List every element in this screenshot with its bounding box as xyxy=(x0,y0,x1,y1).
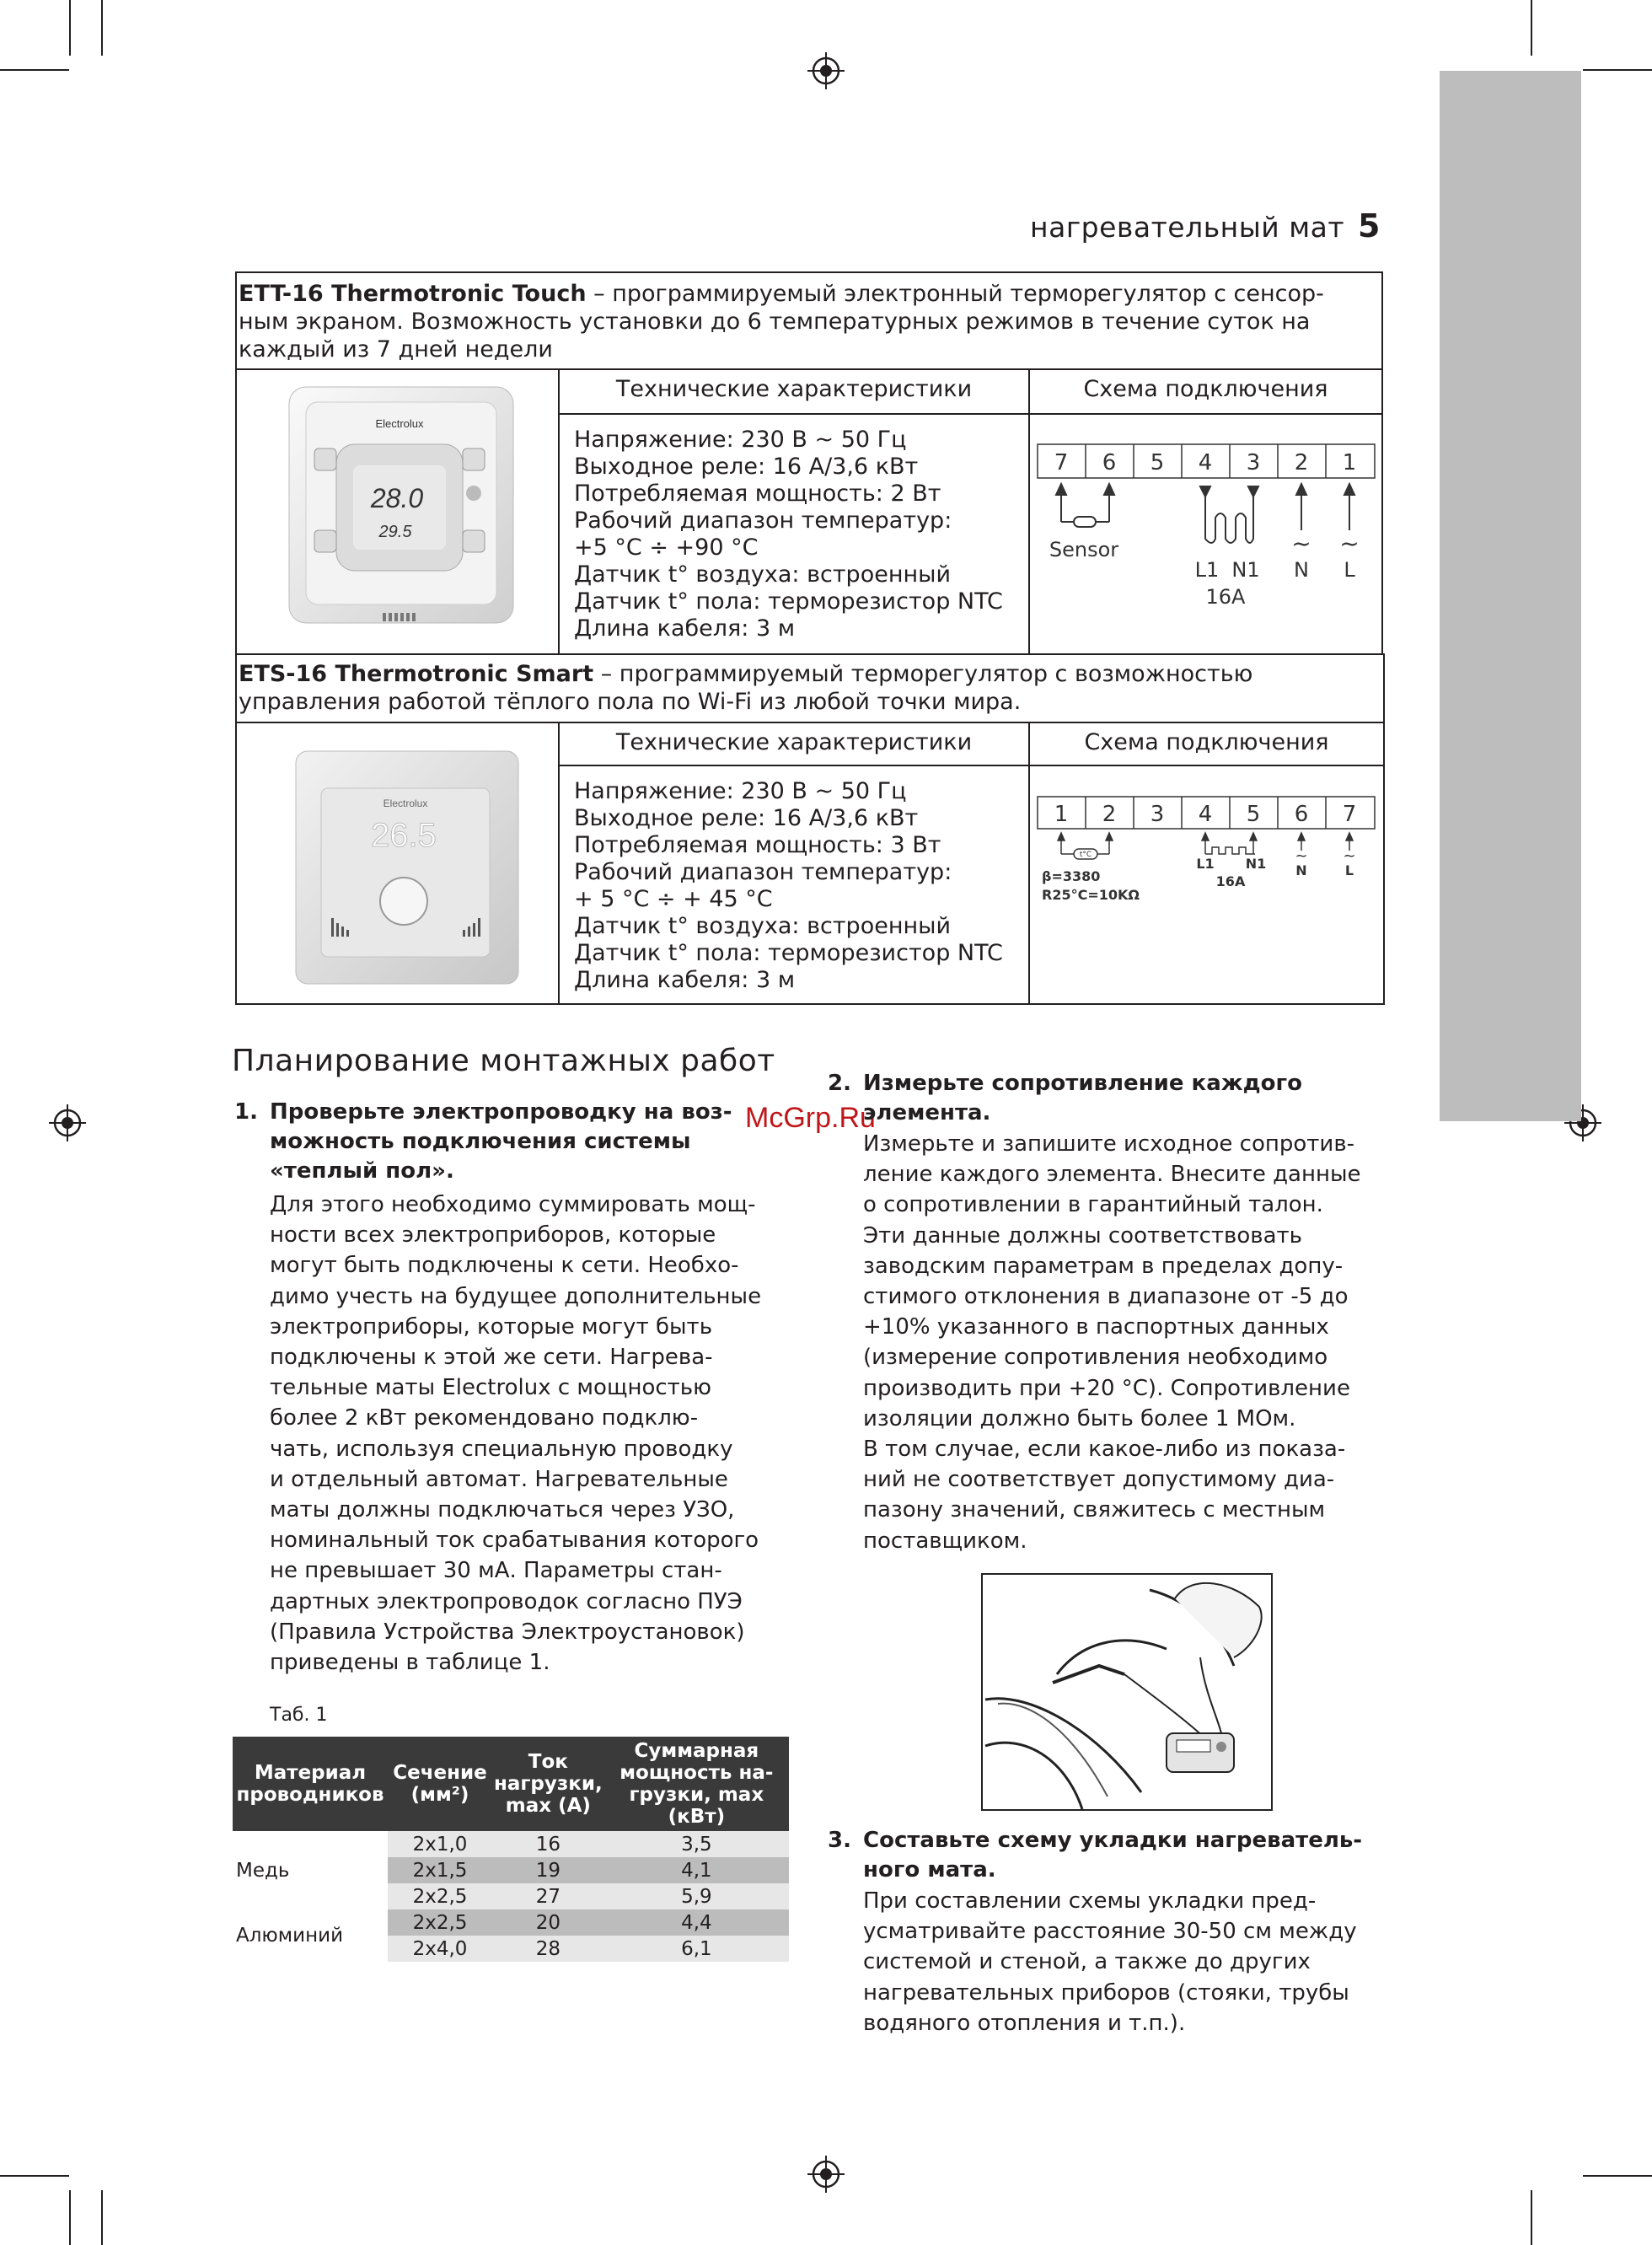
thermostat-image xyxy=(287,385,515,636)
spec-line: + 5 °С ÷ + 45 °С xyxy=(574,886,773,912)
terminal-label: 3 xyxy=(1246,450,1261,475)
body-line: и отдельный автомат. Нагревательные xyxy=(270,1466,728,1492)
watermark: McGrp.Ru xyxy=(745,1102,876,1134)
product-description: – программируемый электронный терморегулятор с сенсор- xyxy=(586,281,1324,307)
body-line: номинальный ток срабатывания которого xyxy=(270,1528,759,1554)
body-line: подключены к этой же сети. Нагрева- xyxy=(270,1345,713,1371)
table-cell: 19 xyxy=(492,1857,604,1883)
body-line: дартных электропроводок согласно ПУЭ xyxy=(270,1588,743,1614)
table-row xyxy=(233,1831,789,1857)
terminal-label: 7 xyxy=(1342,802,1357,827)
resistance-measurement-illustration xyxy=(981,1573,1273,1811)
spec-list xyxy=(574,778,1029,994)
svg-text:~: ~ xyxy=(1339,529,1360,557)
step-body xyxy=(270,1190,761,1678)
table-cell: 27 xyxy=(492,1883,604,1909)
body-line: водяного отопления и т.п.). xyxy=(863,2010,1186,2036)
product-spec-table-ets16 xyxy=(235,653,1385,1005)
product-title xyxy=(237,273,1381,363)
spec-line: Рабочий диапазон температур: xyxy=(574,859,952,885)
body-line: заводским параметрам в пределах допу- xyxy=(863,1253,1344,1279)
n1-label: N1 xyxy=(1231,558,1260,582)
table-header: Ток нагрузки, max (А) xyxy=(492,1737,604,1831)
table-cell: 2х1,0 xyxy=(388,1831,492,1857)
spec-line: Датчик t° пола: терморезистор NTC xyxy=(574,588,1003,615)
terminal-label: 5 xyxy=(1246,802,1261,827)
body-line: электроприборы, которые могут быть xyxy=(270,1313,713,1340)
l-label: L xyxy=(1344,558,1355,582)
step-title-line: Измерьте сопротивление каждого xyxy=(863,1071,1302,1096)
spec-line: Длина кабеля: 3 м xyxy=(574,615,796,642)
wiring-column-header: Схема подключения xyxy=(1084,729,1329,755)
body-line: производить при +20 °С). Сопротивление xyxy=(863,1375,1350,1401)
body-line: изоляции должно быть более 1 МОм. xyxy=(863,1405,1296,1431)
step-title-line: элемента. xyxy=(863,1100,991,1125)
current-label: 16A xyxy=(1205,585,1246,609)
body-line: стимого отклонения в диапазоне от -5 до xyxy=(863,1284,1349,1310)
body-line: системой и стеной, а также до других xyxy=(863,1949,1311,1975)
terminal-label: 6 xyxy=(1102,450,1117,475)
spec-line: Выходное реле: 16 А/3,6 кВт xyxy=(574,805,919,831)
body-line: усматривайте расстояние 30-50 см между xyxy=(863,1919,1357,1945)
step-heading xyxy=(234,1098,732,1186)
body-line: (измерение сопротивления необходимо xyxy=(863,1345,1328,1371)
body-line: могут быть подключены к сети. Необхо- xyxy=(270,1253,739,1279)
registration-mark-icon xyxy=(807,2156,845,2193)
body-line: поставщиком. xyxy=(863,1528,1027,1554)
specs-column-header: Технические характеристики xyxy=(615,729,973,755)
header-title: нагревательный мат xyxy=(1030,211,1345,244)
body-line: В том случае, если какое-либо из показа- xyxy=(863,1437,1346,1463)
body-line: пазону значений, свяжитесь с местным xyxy=(863,1497,1326,1523)
terminal-label: 4 xyxy=(1198,802,1213,827)
table-cell: 28 xyxy=(492,1936,604,1962)
spec-line: Потребляемая мощность: 2 Вт xyxy=(574,481,941,507)
thermostat-image xyxy=(294,749,520,987)
table-cell: 6,1 xyxy=(604,1936,789,1962)
step-title-line: можность подключения системы xyxy=(270,1129,691,1154)
product-title xyxy=(237,655,1383,716)
terminal-label: 2 xyxy=(1294,450,1309,475)
specs-column-header: Технические характеристики xyxy=(615,376,973,402)
wiring-diagram xyxy=(1033,795,1381,930)
step-title-line: «теплый пол». xyxy=(270,1158,454,1184)
spec-line: Датчик t° воздуха: встроенный xyxy=(574,561,951,588)
body-line: При составлении схемы укладки пред- xyxy=(863,1888,1317,1914)
body-line: чать, используя специальную проводку xyxy=(270,1436,733,1462)
spec-list xyxy=(574,427,1029,642)
n1-label: N1 xyxy=(1245,856,1267,872)
svg-text:~: ~ xyxy=(1295,847,1308,865)
step-number: 3. xyxy=(828,1828,851,1853)
spec-line: Выходное реле: 16 А/3,6 кВт xyxy=(574,454,919,480)
svg-text:~: ~ xyxy=(1291,529,1311,557)
step-number: 1. xyxy=(234,1099,258,1125)
body-line: Измерьте и запишите исходное сопротив- xyxy=(863,1131,1355,1157)
spec-line: Длина кабеля: 3 м xyxy=(574,967,796,993)
table-header: Сечение (мм²) xyxy=(388,1737,492,1831)
spec-line: Датчик t° пола: терморезистор NTC xyxy=(574,940,1003,966)
terminal-label: 1 xyxy=(1342,450,1357,475)
l-label: L xyxy=(1344,862,1354,878)
body-line: тельные маты Electrolux с мощностью xyxy=(270,1375,711,1401)
table-cell: Медь xyxy=(233,1831,388,1909)
product-name: ETT-16 Thermotronic Touch xyxy=(239,281,587,307)
step-heading xyxy=(828,1826,1363,1885)
table-caption: Таб. 1 xyxy=(270,1705,328,1726)
display-temperature: 28.0 xyxy=(370,483,424,513)
terminal-label: 5 xyxy=(1150,450,1165,475)
body-line: +10% указанного в паспортных данных xyxy=(863,1314,1329,1340)
step-body xyxy=(863,1129,1361,1556)
table-cell: 3,5 xyxy=(604,1831,789,1857)
body-line: (Правила Устройства Электроустановок) xyxy=(270,1619,745,1645)
terminal-label: 7 xyxy=(1054,450,1069,475)
svg-text:~: ~ xyxy=(1343,847,1356,865)
table-cell: 2х4,0 xyxy=(388,1936,492,1962)
body-line: ности всех электроприборов, которые xyxy=(270,1222,716,1249)
table-row xyxy=(233,1909,789,1936)
table-cell: 20 xyxy=(492,1909,604,1936)
step-heading xyxy=(828,1069,1302,1128)
beta-label: β=3380 xyxy=(1042,868,1101,884)
product-description: – программируемый терморегулятор с возможностью xyxy=(593,661,1253,687)
table-header: Материал проводников xyxy=(233,1737,388,1831)
current-label: 16A xyxy=(1215,873,1246,889)
step-title-line: ного мата. xyxy=(863,1857,996,1882)
product-spec-table-ett16 xyxy=(235,271,1383,655)
spec-line: Напряжение: 230 В ~ 50 Гц xyxy=(574,778,907,804)
table-cell: 2х2,5 xyxy=(388,1883,492,1909)
brand-logo: Electrolux xyxy=(383,798,428,809)
r25-label: R25°C=10KΩ xyxy=(1042,887,1140,903)
spec-line: Напряжение: 230 В ~ 50 Гц xyxy=(574,427,907,453)
sensor-temp-label: t°C xyxy=(1079,851,1092,859)
terminal-label: 1 xyxy=(1054,802,1069,827)
body-line: ление каждого элемента. Внесите данные xyxy=(863,1162,1361,1188)
n-label: N xyxy=(1294,558,1309,582)
step-number: 2. xyxy=(828,1071,851,1096)
spec-line: Датчик t° воздуха: встроенный xyxy=(574,913,951,939)
step-title-line: Составьте схему укладки нагреватель- xyxy=(863,1828,1363,1853)
display-temperature: 26.5 xyxy=(371,817,437,854)
body-line: не превышает 30 мА. Параметры стан- xyxy=(270,1558,722,1584)
spec-line: +5 °С ÷ +90 °С xyxy=(574,534,759,561)
table-cell: 5,9 xyxy=(604,1883,789,1909)
display-secondary: 29.5 xyxy=(378,523,412,541)
wiring-diagram xyxy=(1033,438,1379,640)
body-line: более 2 кВт рекомендовано подклю- xyxy=(270,1405,699,1431)
product-description-line: управления работой тёплого пола по Wi-Fi из любой точки мира. xyxy=(239,689,1022,715)
terminal-label: 3 xyxy=(1150,802,1165,827)
terminal-label: 4 xyxy=(1198,450,1213,475)
product-description-line: ным экраном. Возможность установки до 6 температурных режимов в течение суток на xyxy=(239,309,1311,335)
body-line: ний не соответствует допустимому диа- xyxy=(863,1467,1335,1493)
sensor-label: Sensor xyxy=(1049,538,1119,561)
product-name: ETS-16 Thermotronic Smart xyxy=(239,661,594,687)
brand-logo: Electrolux xyxy=(375,417,424,430)
n-label: N xyxy=(1295,862,1307,878)
table-cell: 16 xyxy=(492,1831,604,1857)
body-line: приведены в таблице 1. xyxy=(270,1650,550,1676)
registration-mark-icon xyxy=(807,52,845,89)
table-cell: 2х1,5 xyxy=(388,1857,492,1883)
body-line: нагревательных приборов (стояки, трубы xyxy=(863,1979,1349,2006)
body-line: димо учесть на будущее дополнительные xyxy=(270,1283,762,1309)
product-description-line: каждый из 7 дней недели xyxy=(239,336,553,363)
terminal-label: 6 xyxy=(1294,802,1309,827)
body-line: Для этого необходимо суммировать мощ- xyxy=(270,1192,756,1217)
body-line: маты должны подключаться через УЗО, xyxy=(270,1497,735,1523)
section-title: Планирование монтажных работ xyxy=(232,1044,775,1078)
table-cell: 4,1 xyxy=(604,1857,789,1883)
page-number: 5 xyxy=(1358,207,1381,244)
l1-label: L1 xyxy=(1194,558,1220,582)
wiring-column-header: Схема подключения xyxy=(1083,376,1328,402)
table-cell: 4,4 xyxy=(604,1909,789,1936)
step-body xyxy=(863,1886,1357,2038)
wiring-table xyxy=(233,1737,789,1962)
table-cell: 2х2,5 xyxy=(388,1909,492,1936)
chapter-tab xyxy=(1440,71,1581,1121)
terminal-label: 2 xyxy=(1102,802,1117,827)
body-line: Эти данные должны соответствовать xyxy=(863,1222,1302,1249)
spec-line: Рабочий диапазон температур: xyxy=(574,508,952,534)
step-title-line: Проверьте электропроводку на воз- xyxy=(270,1099,732,1125)
page-header xyxy=(1030,207,1381,244)
registration-mark-icon xyxy=(49,1104,86,1141)
table-header: Суммарная мощность на-грузки, max (кВт) xyxy=(604,1737,789,1831)
spec-line: Потребляемая мощность: 3 Вт xyxy=(574,832,941,858)
l1-label: L1 xyxy=(1196,856,1215,872)
body-line: о сопротивлении в гарантийный талон. xyxy=(863,1192,1323,1218)
table-cell: Алюминий xyxy=(233,1909,388,1962)
